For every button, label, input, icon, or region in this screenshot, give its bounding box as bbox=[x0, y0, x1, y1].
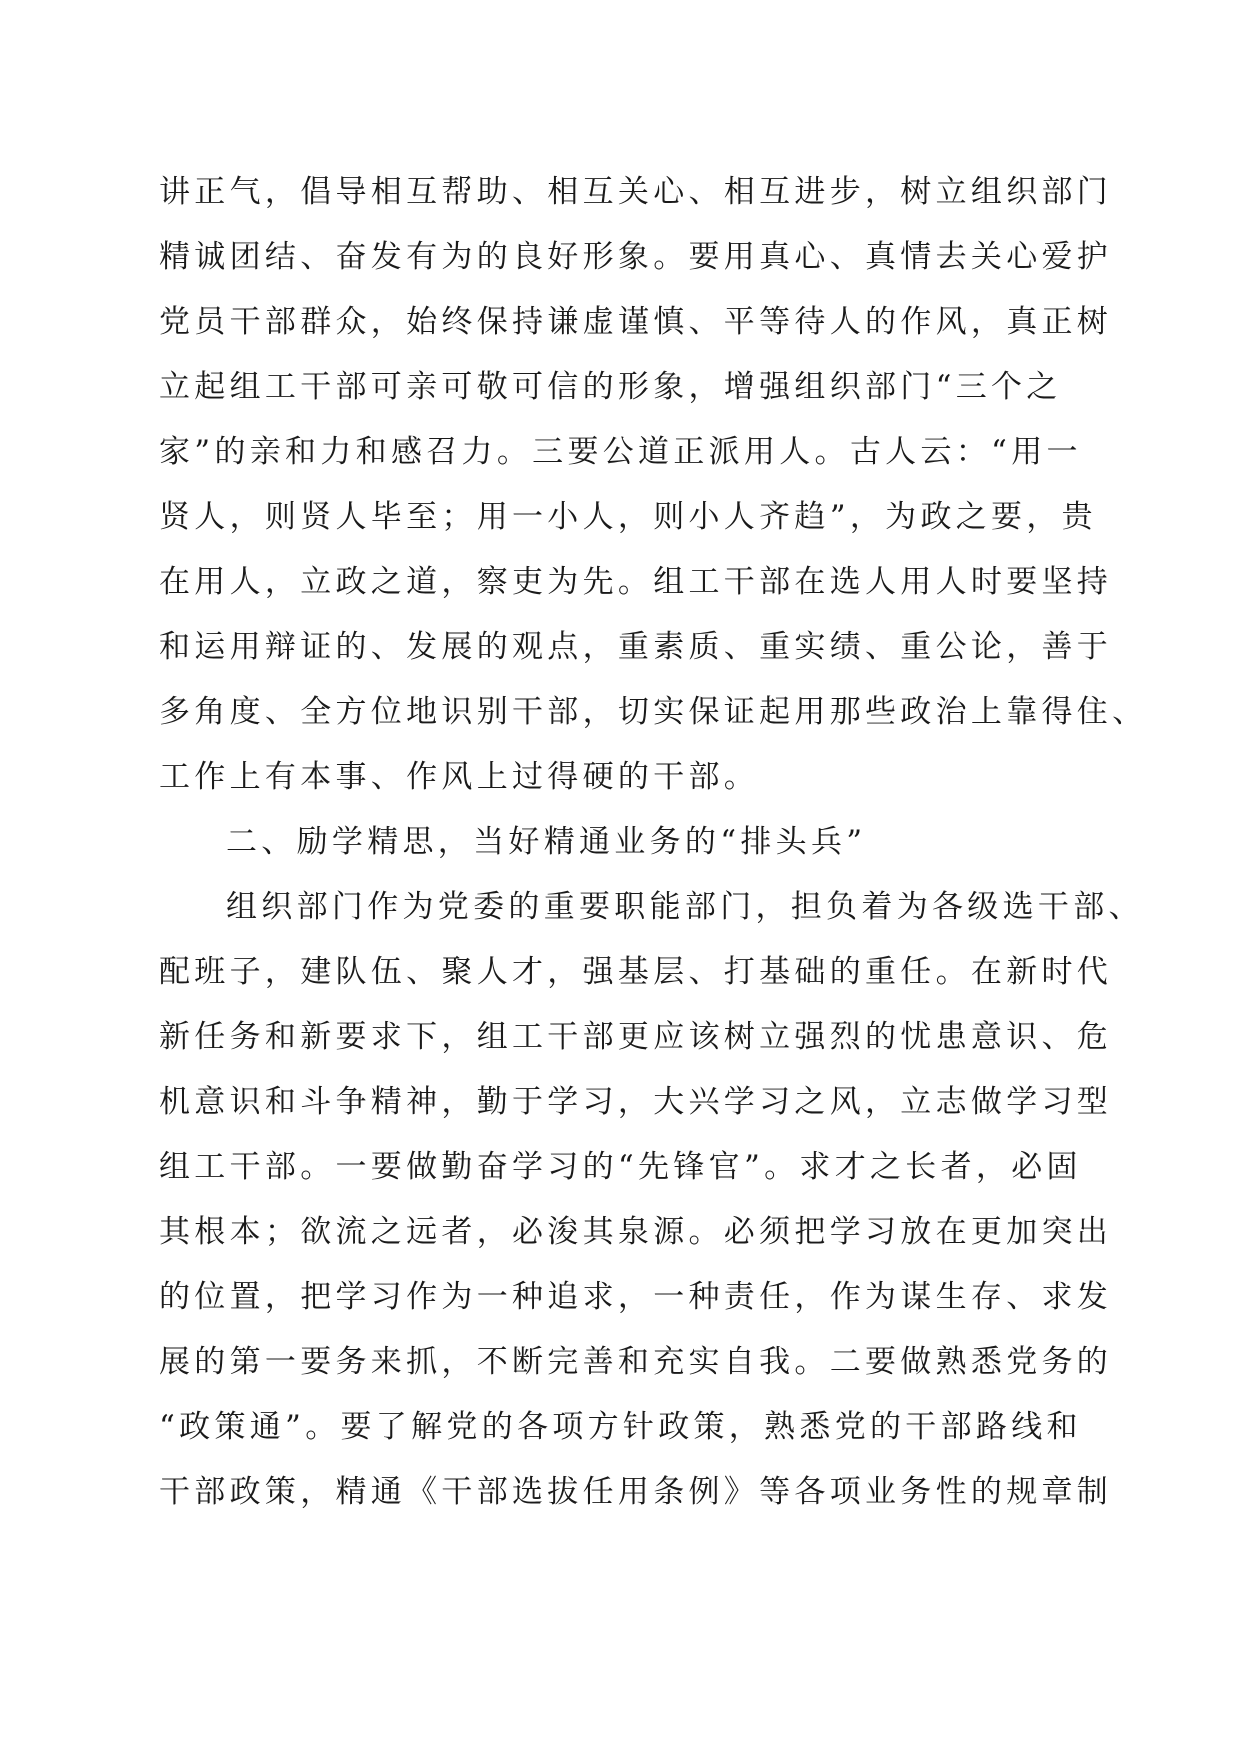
text-line: 家”的亲和力和感召力。三要公道正派用人。古人云：“用一 bbox=[159, 434, 1082, 470]
text-line: 在用人，立政之道，察吏为先。组工干部在选人用人时要坚持 bbox=[159, 564, 1113, 600]
text-line: 立起组工干部可亲可敬可信的形象，增强组织部门“三个之 bbox=[159, 369, 1062, 405]
section-heading: 二、励学精思，当好精通业务的“排头兵” bbox=[226, 824, 867, 860]
text-line: 展的第一要务来抓，不断完善和充实自我。二要做熟悉党务的 bbox=[159, 1344, 1113, 1380]
text-line: 精诚团结、奋发有为的良好形象。要用真心、真情去关心爱护 bbox=[159, 239, 1113, 275]
body-text bbox=[159, 160, 1148, 1525]
text-line: 机意识和斗争精神，勤于学习，大兴学习之风，立志做学习型 bbox=[159, 1084, 1113, 1120]
text-line: “政策通”。要了解党的各项方针政策，熟悉党的干部路线和 bbox=[159, 1409, 1082, 1445]
paragraph-first-line: 组织部门作为党委的重要职能部门，担负着为各级选干部、 bbox=[226, 889, 1144, 925]
text-line: 干部政策，精通《干部选拔任用条例》等各项业务性的规章制 bbox=[159, 1474, 1113, 1510]
text-line: 组工干部。一要做勤奋学习的“先锋官”。求才之长者，必固 bbox=[159, 1149, 1082, 1185]
text-line: 讲正气，倡导相互帮助、相互关心、相互进步，树立组织部门 bbox=[159, 174, 1113, 210]
text-line: 的位置，把学习作为一种追求，一种责任，作为谋生存、求发 bbox=[159, 1279, 1113, 1315]
text-line: 其根本；欲流之远者，必浚其泉源。必须把学习放在更加突出 bbox=[159, 1214, 1113, 1250]
text-line: 新任务和新要求下，组工干部更应该树立强烈的忧患意识、危 bbox=[159, 1019, 1113, 1055]
text-line: 多角度、全方位地识别干部，切实保证起用那些政治上靠得住、 bbox=[159, 694, 1148, 730]
text-line: 和运用辩证的、发展的观点，重素质、重实绩、重公论，善于 bbox=[159, 629, 1113, 665]
text-line: 配班子，建队伍、聚人才，强基层、打基础的重任。在新时代 bbox=[159, 954, 1113, 990]
text-line: 工作上有本事、作风上过得硬的干部。 bbox=[159, 759, 760, 795]
text-line: 贤人，则贤人毕至；用一小人，则小人齐趋”，为政之要，贵 bbox=[159, 499, 1097, 535]
text-line: 党员干部群众，始终保持谦虚谨慎、平等待人的作风，真正树 bbox=[159, 304, 1113, 340]
